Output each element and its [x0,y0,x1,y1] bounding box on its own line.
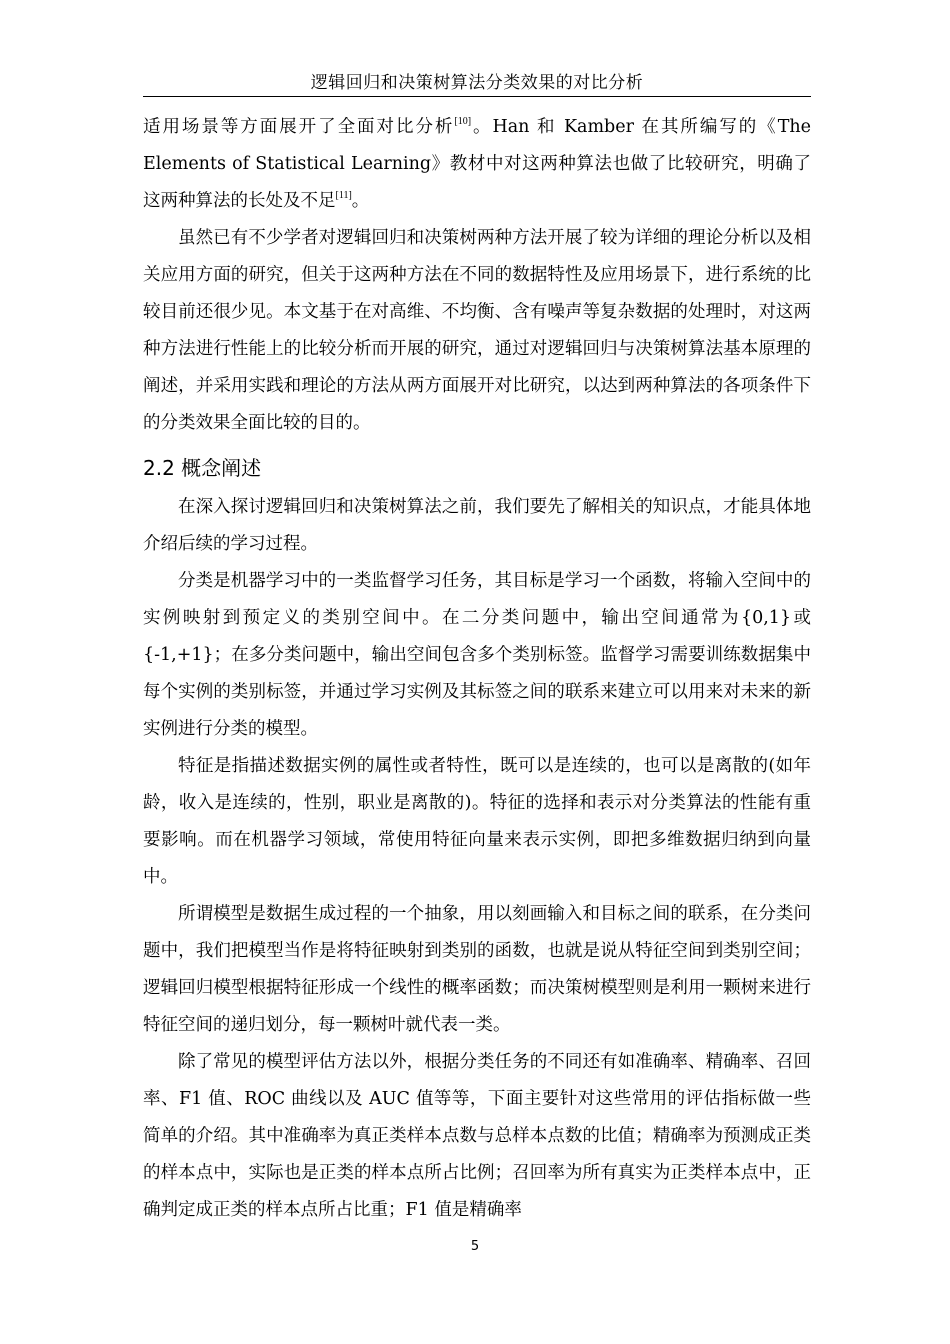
paragraph-intro: 在深入探讨逻辑回归和决策树算法之前，我们要先了解相关的知识点，才能具体地介绍后续的学习过程。 [143,497,811,554]
header-rule [143,96,811,97]
page-number: 5 [470,1239,480,1254]
section-heading: 2.2 概念阐述 [143,456,262,480]
citation-10: [10] [454,116,472,127]
paragraph-text: 。 [351,191,370,211]
citation-11: [11] [335,190,352,201]
paragraph-continued [143,109,811,220]
paragraph-text: 。Han 和 Kamber 在其所编写的《The Elements of Statistical Learning》教材中对这两种算法也做了比较研究，明确了这两种算法的长处及不足 [143,117,812,211]
paragraph-metrics: 除了常见的模型评估方法以外，根据分类任务的不同还有如准确率、精确率、召回率、F1 值、ROC 曲线以及 AUC 值等等，下面主要针对这些常用的评估指标做一些简单的介绍。其中准确率为真正类样本点数与总样本点数的比值；精确率为预测成正类的样本点中，实际也是正类的样本点所占比例；召回率为所有真实为正类样本点中，正确判定成正类的样本点所占比重；F1 值是精确率 [143,1052,811,1220]
paragraph-features: 特征是指描述数据实例的属性或者特性，既可以是连续的，也可以是离散的(如年龄，收入是连续的，性别，职业是离散的)。特征的选择和表示对分类算法的性能有重要影响。而在机器学习领域，常使用特征向量来表示实例，即把多维数据归纳到向量中。 [143,756,811,887]
paragraph-model: 所谓模型是数据生成过程的一个抽象，用以刻画输入和目标之间的联系，在分类问题中，我们把模型当作是将特征映射到类别的函数，也就是说从特征空间到类别空间；逻辑回归模型根据特征形成一个线性的概率函数；而决策树模型则是利用一颗树来进行特征空间的递归划分，每一颗树叶就代表一类。 [143,904,811,1035]
paragraph-classification: 分类是机器学习中的一类监督学习任务，其目标是学习一个函数，将输入空间中的实例映射到预定义的类别空间中。在二分类问题中，输出空间通常为{0,1}或{-1,+1}；在多分类问题中，输出空间包含多个类别标签。监督学习需要训练数据集中每个实例的类别标签，并通过学习实例及其标签之间的联系来建立可以用来对未来的新实例进行分类的模型。 [143,571,811,739]
body-text [143,109,811,1229]
paragraph-research-gap: 虽然已有不少学者对逻辑回归和决策树两种方法开展了较为详细的理论分析以及相关应用方面的研究，但关于这两种方法在不同的数据特性及应用场景下，进行系统的比较目前还很少见。本文基于在对高维、不均衡、含有噪声等复杂数据的处理时，对这两种方法进行性能上的比较分析而开展的研究，通过对逻辑回归与决策树算法基本原理的阐述，并采用实践和理论的方法从两方面展开对比研究，以达到两种算法的各项条件下的分类效果全面比较的目的。 [143,228,811,433]
paragraph-text: 适用场景等方面展开了全面对比分析 [143,117,455,137]
running-header: 逻辑回归和决策树算法分类效果的对比分析 [310,73,644,93]
